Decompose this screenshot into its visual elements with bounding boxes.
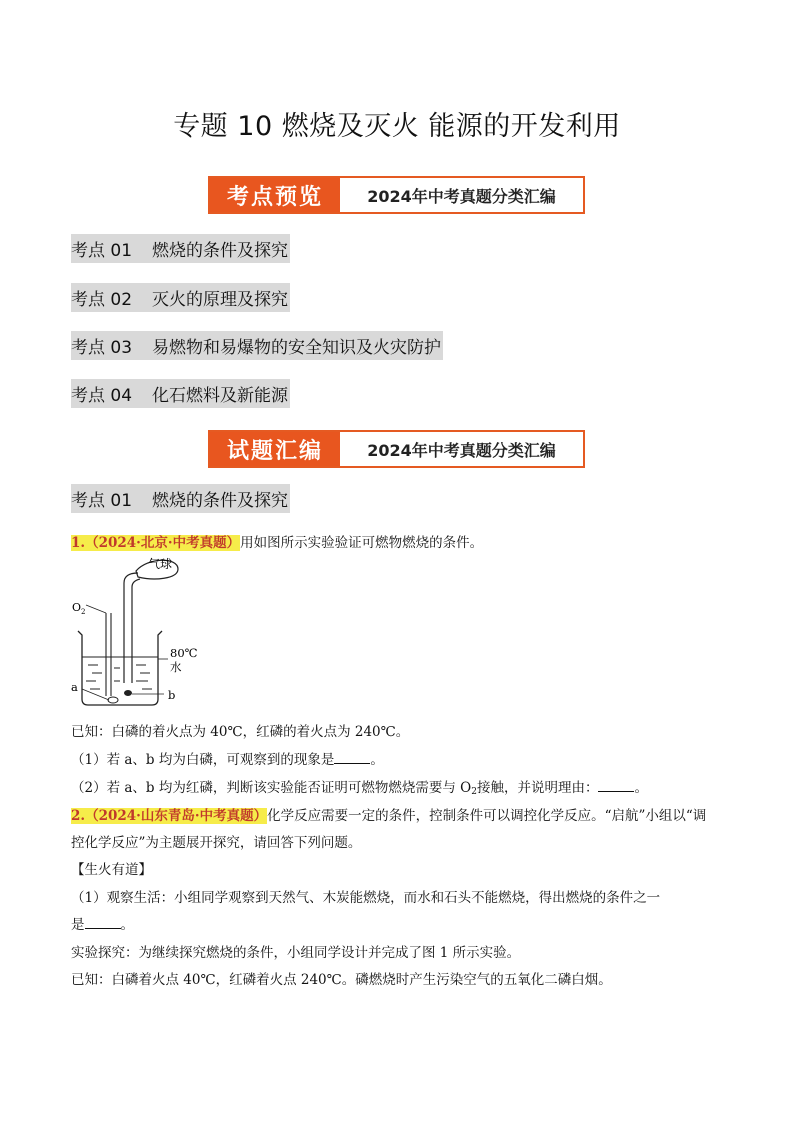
- q2-stem-text: 化学反应需要一定的条件，控制条件可以调控化学反应。“启航”小组以“调: [267, 808, 707, 824]
- q1-sub1-text: （1）若 a、b 均为白磷，可观察到的现象是: [71, 752, 335, 768]
- kaodian-item: [71, 331, 443, 360]
- q2-stem-cont: 控化学反应”为主题展开探究，请回答下列问题。: [71, 835, 362, 851]
- q1-figure: [68, 553, 228, 713]
- water-dashes: [86, 665, 152, 689]
- sample-b: [124, 690, 132, 696]
- q1-sub2-end: 。: [634, 780, 648, 796]
- banner-preview-tag: 考点预览: [210, 178, 340, 212]
- label-balloon: 气球: [148, 557, 173, 571]
- o2-leader: [86, 605, 106, 613]
- q2-p1: （1）观察生活：小组同学观察到天然气、木炭能燃烧，而水和石头不能燃烧，得出燃烧的条件之一: [71, 890, 661, 906]
- section-code: 考点 01: [71, 491, 133, 511]
- kaodian-item: [71, 283, 290, 312]
- kaodian-item: [71, 379, 290, 408]
- label-o2: $O_2$: [72, 601, 86, 616]
- kaodian-text: 燃烧的条件及探究: [152, 241, 289, 261]
- sample-a: [108, 697, 118, 703]
- q2-p1b: [71, 913, 134, 933]
- kaodian-text: 灭火的原理及探究: [152, 290, 289, 310]
- q2-number: 2.: [71, 808, 86, 824]
- kaodian-item: [71, 234, 290, 263]
- q1-known: 已知：白磷的着火点为 40℃，红磷的着火点为 240℃。: [71, 724, 410, 740]
- q2-source-text: （2024·山东青岛·中考真题）: [85, 808, 268, 824]
- answer-blank[interactable]: [85, 916, 121, 929]
- kaodian-code: 考点 01: [71, 241, 133, 261]
- q1-sub2-text-b: 接触，并说明理由：: [476, 780, 599, 796]
- label-water: 水: [170, 660, 182, 674]
- q1-number: 1.: [71, 535, 86, 551]
- tube-inner: [132, 579, 140, 683]
- kaodian-code: 考点 03: [71, 338, 133, 358]
- q1-sub2: [71, 776, 648, 797]
- q1-sub2-subscript: 2: [471, 787, 477, 797]
- q1-source: [71, 535, 240, 551]
- tube-outer: [124, 573, 138, 683]
- q1-source-text: （2024·北京·中考真题）: [85, 535, 241, 551]
- kaodian-text: 化石燃料及新能源: [152, 386, 289, 406]
- q2-section: 【生火有道】: [71, 862, 152, 878]
- q2-p2: 实验探究：为继续探究燃烧的条件，小组同学设计并完成了图 1 所示实验。: [71, 945, 521, 961]
- section-text: 燃烧的条件及探究: [152, 491, 289, 511]
- q2-p1b-text: 是: [71, 917, 85, 933]
- q1-sub1: [71, 748, 384, 768]
- label-temp: 80℃: [170, 646, 198, 660]
- answer-blank[interactable]: [598, 779, 634, 792]
- banner-preview: [208, 176, 585, 214]
- kaodian-code: 考点 02: [71, 290, 133, 310]
- q2-stem: [71, 804, 706, 824]
- q2-p3: 已知：白磷着火点 40℃，红磷着火点 240℃。磷燃烧时产生污染空气的五氧化二磷白烟。: [71, 972, 612, 988]
- q1-sub1-end: 。: [370, 752, 384, 768]
- q1-stem: [71, 531, 483, 551]
- a-leader: [82, 689, 109, 700]
- kaodian-text: 易燃物和易爆物的安全知识及火灾防护: [152, 338, 442, 358]
- q2-source: [71, 808, 267, 824]
- banner-preview-text: 2024年中考真题分类汇编: [367, 186, 556, 206]
- banner-exercises-tag: 试题汇编: [210, 432, 340, 466]
- q2-p1b-end: 。: [120, 917, 134, 933]
- page-title: 专题 10 燃烧及灭火 能源的开发利用: [173, 111, 621, 142]
- q1-sub2-text: （2）若 a、b 均为红磷，判断该实验能否证明可燃物燃烧需要与 O: [71, 780, 472, 796]
- q1-stem-text: 用如图所示实验验证可燃物燃烧的条件。: [240, 535, 484, 551]
- kaodian-code: 考点 04: [71, 386, 133, 406]
- section-heading: [71, 484, 290, 513]
- banner-exercises: [208, 430, 585, 468]
- label-a: a: [71, 680, 78, 694]
- banner-exercises-text: 2024年中考真题分类汇编: [367, 440, 556, 460]
- answer-blank[interactable]: [334, 751, 370, 764]
- label-b: b: [168, 688, 176, 702]
